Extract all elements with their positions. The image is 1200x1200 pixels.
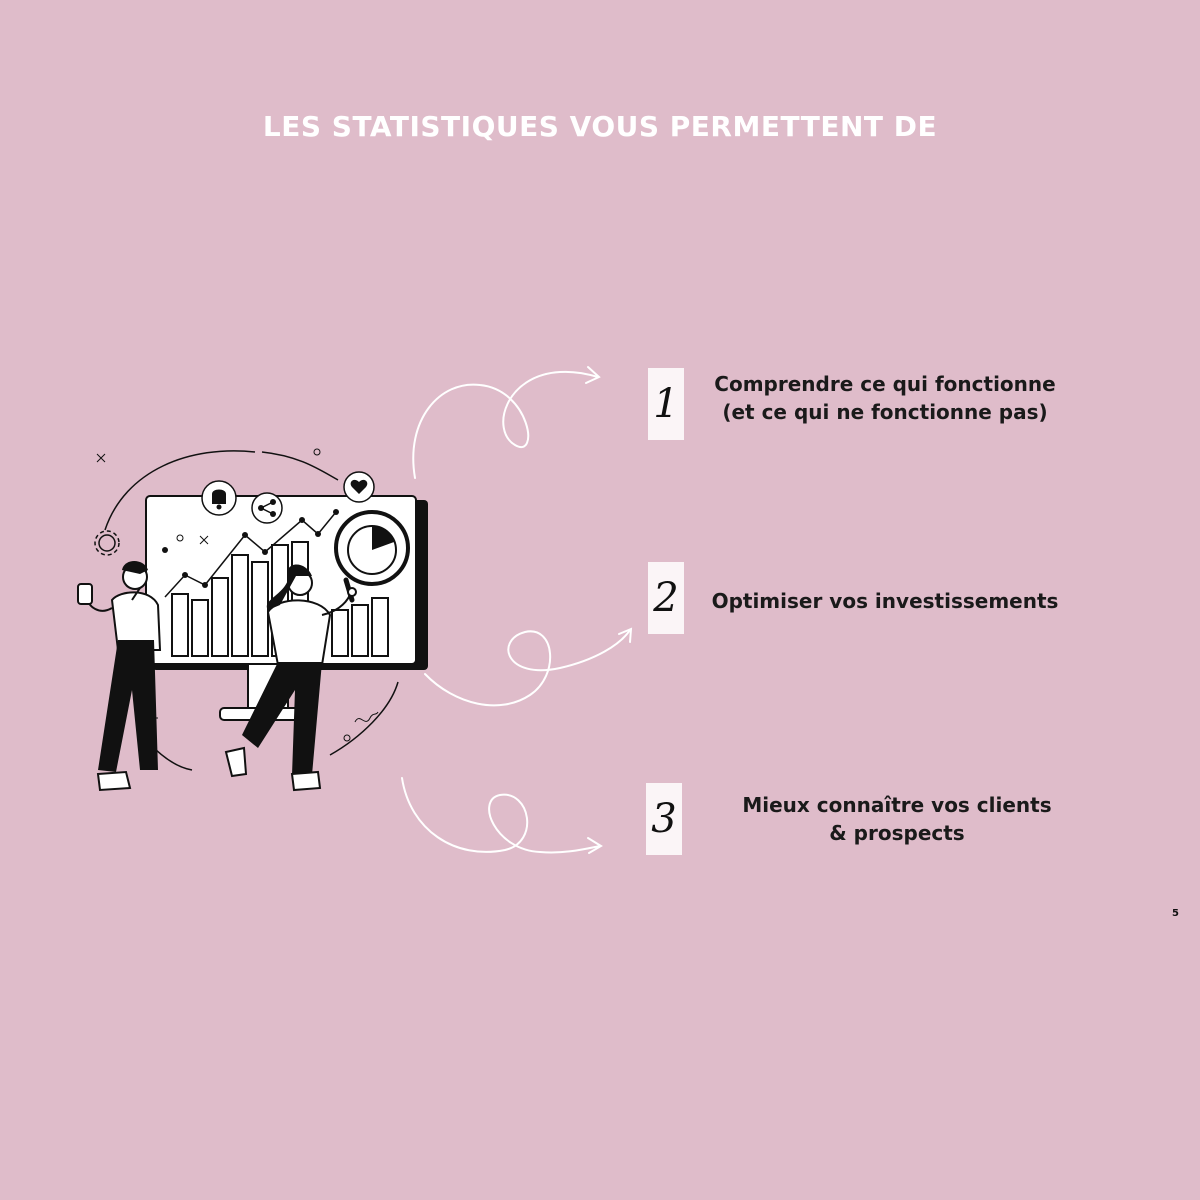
share-icon <box>252 493 282 523</box>
item-3-text: Mieux connaître vos clients & prospects <box>742 793 1052 845</box>
item-3-number: 3 <box>646 783 682 855</box>
gear-icon <box>95 531 119 555</box>
arrow-3-head <box>588 838 601 853</box>
page-number: 5 <box>1172 908 1179 919</box>
page-title: LES STATISTIQUES VOUS PERMETTENT DE <box>262 110 938 143</box>
bell-icon <box>202 481 236 515</box>
arrow-2 <box>425 630 630 705</box>
item-1-number: 1 <box>648 368 684 440</box>
arrow-1 <box>413 372 598 478</box>
person-man <box>78 561 160 790</box>
item-1-text: Comprendre ce qui fonctionne (et ce qui ne fonctionne pas) <box>714 372 1056 424</box>
arrows <box>402 367 631 853</box>
item-2-number: 2 <box>648 562 684 634</box>
item-2-text: Optimiser vos investissements <box>711 589 1059 613</box>
arrow-3 <box>402 778 600 852</box>
heart-icon <box>344 472 374 502</box>
